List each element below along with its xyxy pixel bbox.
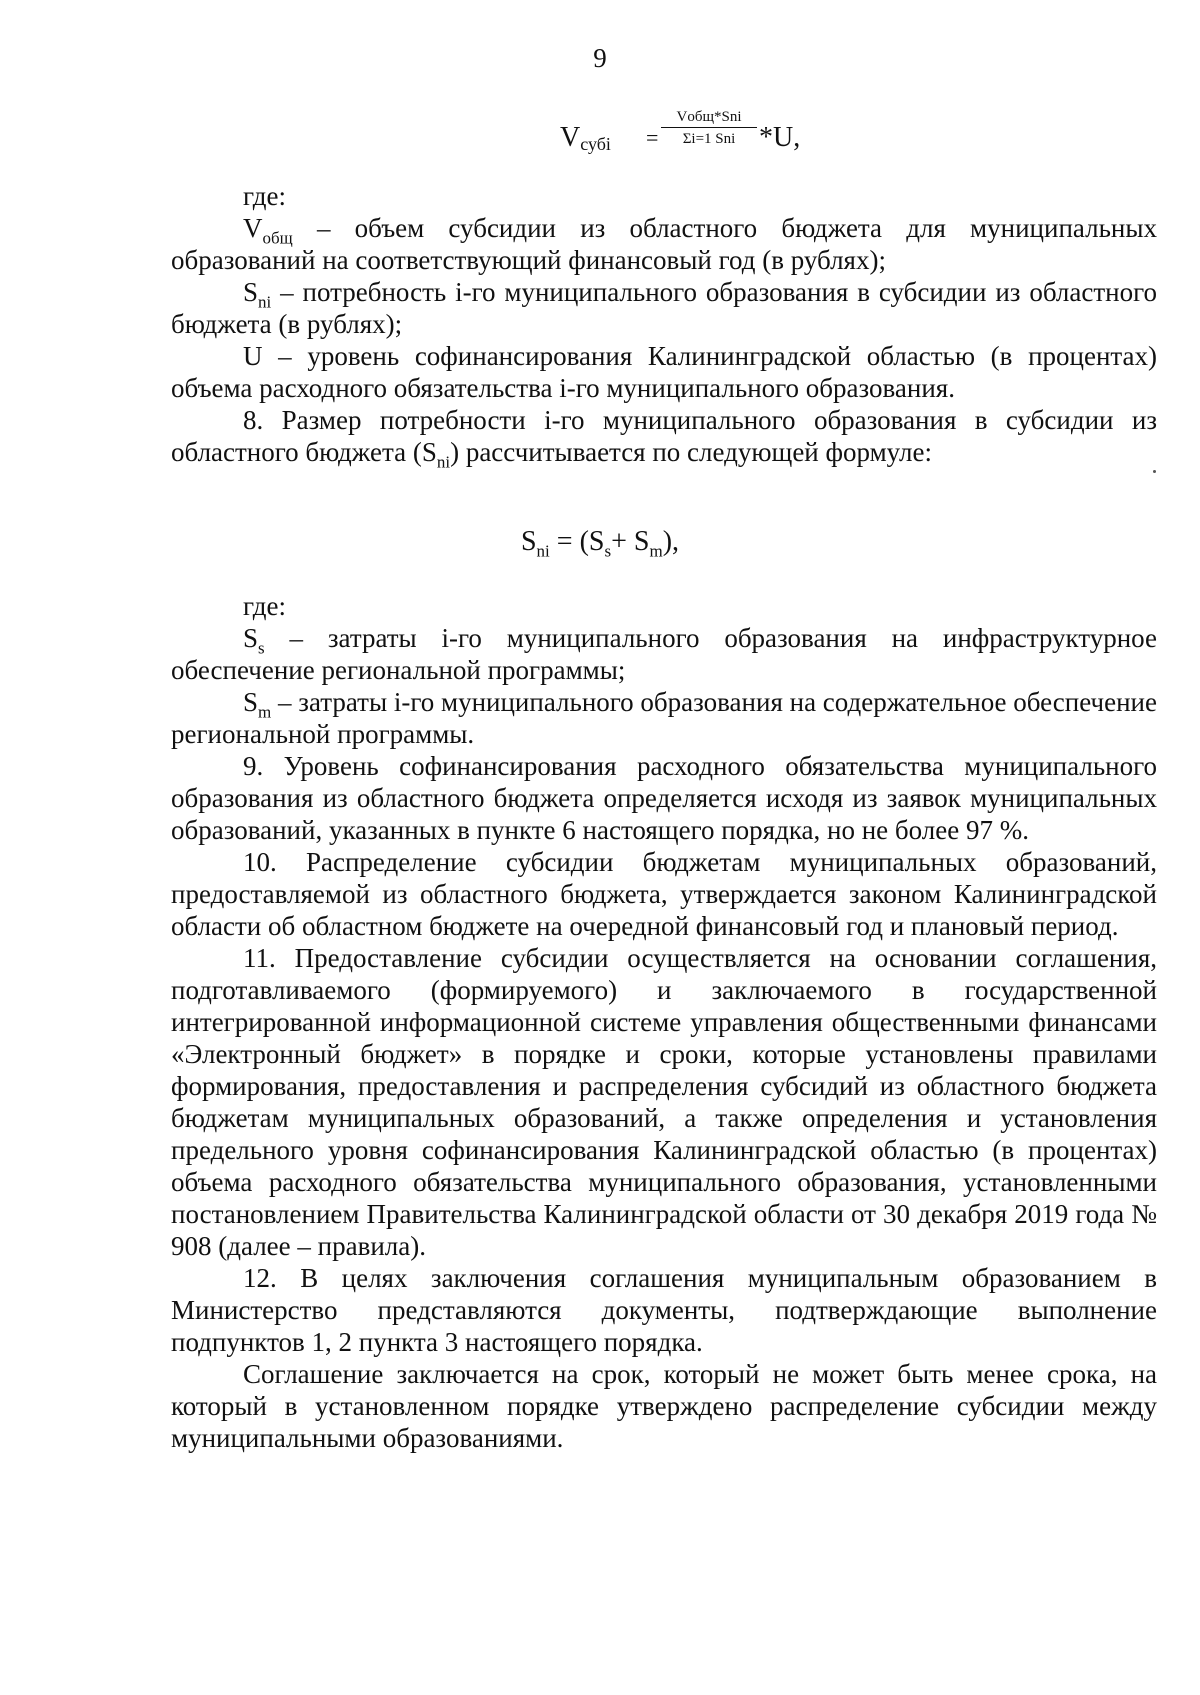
need-formula: $S_{ni} = (S_s+ S_m)$, (520, 526, 680, 561)
where-label: где: (243, 181, 286, 211)
paragraph-13: Соглашение заключается на срок, который не может быть менее срока, на который в установленном порядке утверждено распределение субсидии между муниципальными образованиями. (171, 1359, 1157, 1453)
paragraph-8: 8. Размер потребности i-го муниципального образования в субсидии из областного бюджета $(S_{ni})$ рассчитывается по следующей формуле: (171, 405, 1157, 472)
definitions-block-2 (171, 622, 1157, 1454)
definition-sm: $S_m$ – затраты i-го муниципального образования на содержательное обеспечение региональной программы. (171, 687, 1157, 749)
paragraph-10: 10. Распределение субсидии бюджетам муниципальных образований, предоставляемой из областного бюджета, утверждается законом Калининградской области об областном бюджете на очередной финансовый год и плановый период. (171, 847, 1157, 941)
paragraph-12: 12. В целях заключения соглашения муниципальным образованием в Министерство представляются документы, подтверждающие выполнение подпунктов 1, 2 пункта 3 настоящего порядка. (171, 1263, 1157, 1357)
formula-lhs: Vсубi (560, 122, 611, 154)
paragraph-11: 11. Предоставление субсидии осуществляется на основании соглашения, подготавливаемого (формируемого) и заключаемого в государственной интегрированной информационной системе управления общественными финансами «Электронный бюджет» в порядке и сроки, которые установлены правилами формирования, предоставления и распределения субсидий из областного бюджета бюджетам муниципальных образований, а также определения и установления предельного уровня софинансирования Калининградской областью (в процентах) объема расходного обязательства муниципального образования, установленными постановлением Правительства Калининградской области от 30 декабря 2019 года № 908 (далее – правила). (171, 943, 1157, 1261)
formula-denominator: Σi=1 Sni (682, 131, 736, 147)
definition-ss: $S_s$ – затраты i-го муниципального образования на инфраструктурное обеспечение региональной программы; (171, 623, 1157, 685)
definition-u: U – уровень софинансирования Калининградской областью (в процентах) объема расходного обязательства i-го муниципального образования. (171, 341, 1157, 403)
formula-equals: = (646, 125, 659, 150)
formula-tail: *U, (759, 122, 801, 153)
formula-numerator: Vобщ*Sni (661, 108, 757, 128)
scan-speck (1153, 470, 1156, 473)
page-number: 9 (593, 43, 607, 73)
where-label-2: где: (243, 591, 286, 621)
definition-vobsh: $V_{общ}$ – объем субсидии из областного бюджета для муниципальных образований на соответствующий финансовый год (в рублях); (171, 213, 1157, 275)
definitions-block-1 (171, 212, 1157, 472)
formula-fraction (661, 108, 757, 148)
definition-sni: $S_{ni}$ – потребность i-го муниципального образования в субсидии из областного бюджета (в рублях); (171, 277, 1157, 339)
paragraph-9: 9. Уровень софинансирования расходного обязательства муниципального образования из областного бюджета определяется исходя из заявок муниципальных образований, указанных в пункте 6 настоящего порядка, но не более 97 %. (171, 751, 1157, 845)
